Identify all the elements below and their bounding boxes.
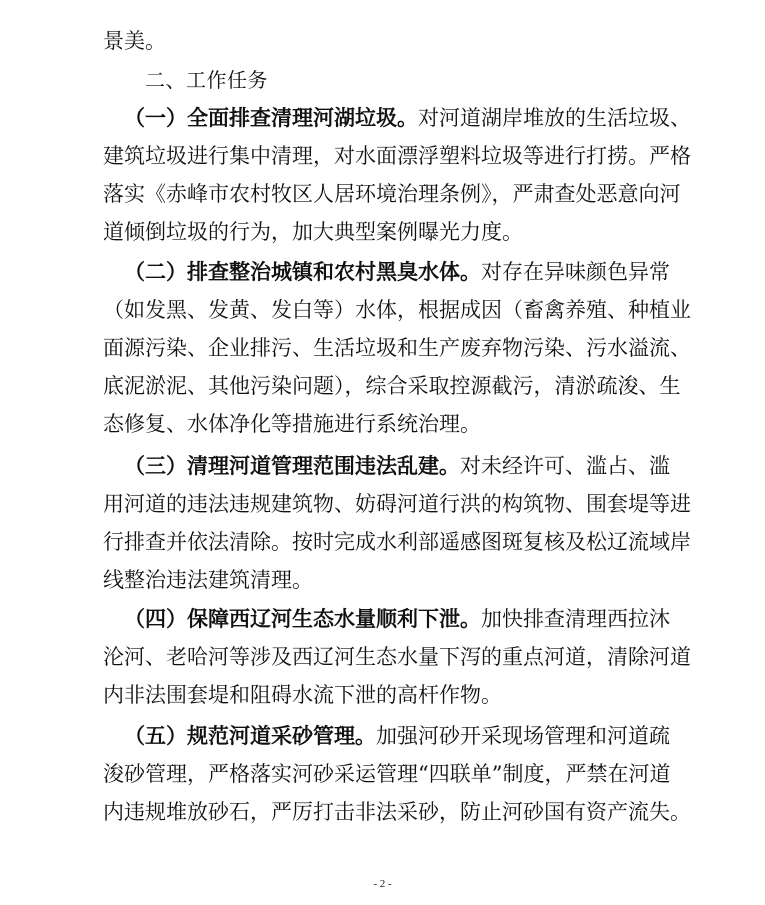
text-line: 道倾倒垃圾的行为，加大典型案例曝光力度。 xyxy=(103,220,523,244)
paragraph-2-text: 对存在异味颜色异常 xyxy=(481,260,670,284)
text-line: 行排查并依法清除。按时完成水利部遥感图斑复核及松辽流域岸 xyxy=(103,530,691,554)
text-line: 景美。 xyxy=(103,29,166,53)
page-number: - 2 - xyxy=(373,878,392,890)
paragraph-5-line-1 xyxy=(124,722,670,750)
text-line: 沦河、老哈河等涉及西辽河生态水量下泻的重点河道，清除河道 xyxy=(103,645,691,669)
paragraph-3-text: 对未经许可、滥占、滥 xyxy=(460,454,670,478)
paragraph-2-line-1 xyxy=(124,258,670,286)
paragraph-5-heading: （五）规范河道采砂管理。 xyxy=(124,723,376,748)
paragraph-4-text: 加快排查清理西拉沐 xyxy=(481,607,670,631)
text-line: 内违规堆放砂石，严厉打击非法采砂，防止河砂国有资产流失。 xyxy=(103,800,691,824)
paragraph-2-heading: （二）排查整治城镇和农村黑臭水体。 xyxy=(124,259,481,284)
section-heading: 二、工作任务 xyxy=(145,68,268,92)
paragraph-1-text: 对河道湖岸堆放的生活垃圾、 xyxy=(418,106,691,130)
text-line: （如发黑、发黄、发白等）水体，根据成因（畜禽养殖、种植业 xyxy=(103,298,691,322)
paragraph-5-text: 加强河砂开采现场管理和河道疏 xyxy=(376,724,670,748)
paragraph-1-line-1 xyxy=(124,104,691,132)
paragraph-4-heading: （四）保障西辽河生态水量顺利下泄。 xyxy=(124,606,481,631)
paragraph-3-line-1 xyxy=(124,452,670,480)
text-line: 底泥淤泥、其他污染问题），综合采取控源截污，清淤疏浚、生 xyxy=(103,374,681,398)
text-line: 落实《赤峰市农村牧区人居环境治理条例》，严肃查处恶意向河 xyxy=(103,182,681,206)
paragraph-3-heading: （三）清理河道管理范围违法乱建。 xyxy=(124,453,460,478)
text-line: 建筑垃圾进行集中清理，对水面漂浮塑料垃圾等进行打捞。严格 xyxy=(103,144,691,168)
text-line: 态修复、水体净化等措施进行系统治理。 xyxy=(103,412,481,436)
text-line: 面源污染、企业排污、生活垃圾和生产废弃物污染、污水溢流、 xyxy=(103,336,691,360)
text-line: 线整治违法建筑清理。 xyxy=(103,568,313,592)
text-line: 内非法围套堤和阻碍水流下泄的高杆作物。 xyxy=(103,683,502,707)
paragraph-4-line-1 xyxy=(124,605,670,633)
paragraph-1-heading: （一）全面排查清理河湖垃圾。 xyxy=(124,105,418,130)
text-line: 浚砂管理，严格落实河砂采运管理“四联单”制度，严禁在河道 xyxy=(103,762,671,786)
text-line: 用河道的违法违规建筑物、妨碍河道行洪的构筑物、围套堤等进 xyxy=(103,492,691,516)
